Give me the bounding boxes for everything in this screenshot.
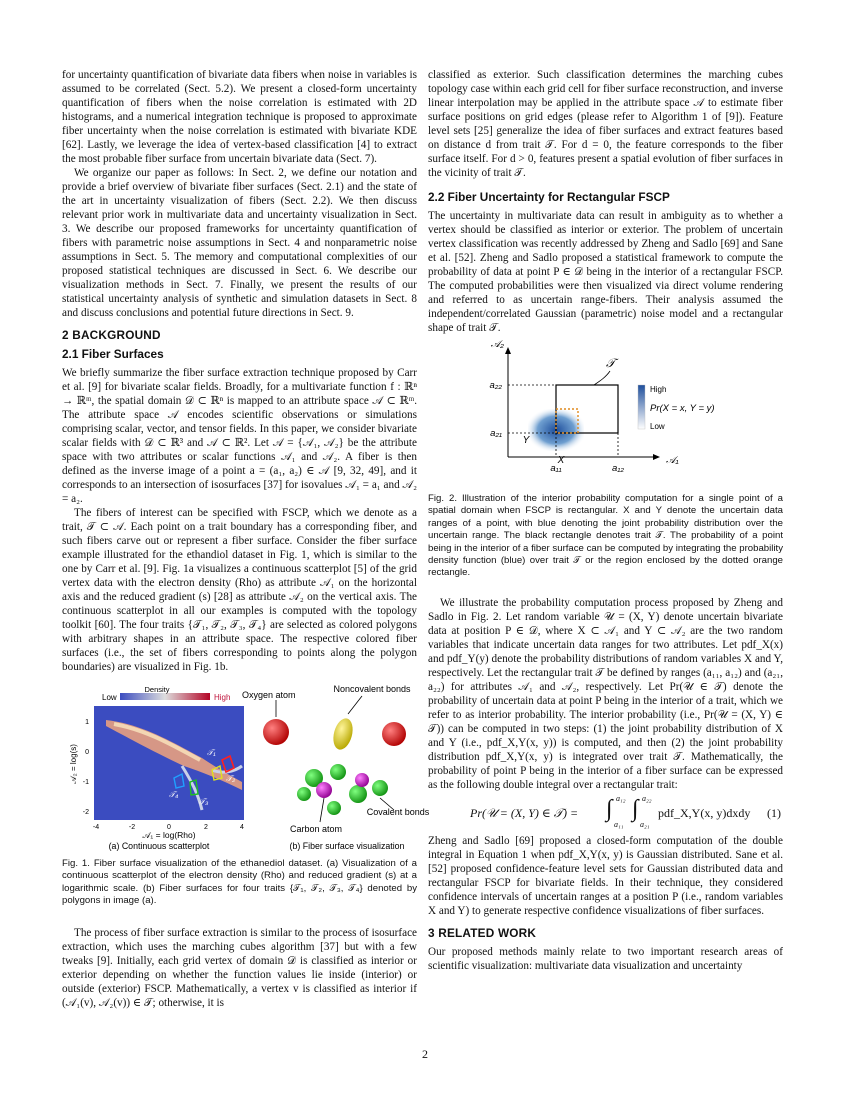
equation-1	[428, 792, 783, 834]
xtick-neg4: -4	[92, 824, 100, 831]
noncovalent-bonds-label: Noncovalent bonds	[333, 684, 411, 694]
figure-1	[62, 682, 430, 852]
fig2-xaxis-label: 𝒜₁	[666, 455, 679, 466]
paragraph-uncertainty: The uncertainty in multivariate data can result in ambiguity as to whether a vertex should be classified as interior or exterior. The problem of uncertain vertex classification was recently addressed by Zheng and Sadlo [69] and Sane et al. [52]. Zheng and Sadlo proposed a statistical framework to compute the probability of data at point P ∈ 𝒟 being in the interior of a rectangular FSCP. The computed probabilities were then visualized via direct volume rendering and referred to as uncertain range-fibers. Their analysis assumed the independent/correlated Gaussian (parametric) noise model and a rectangular shape of trait 𝒯.	[428, 210, 783, 334]
xtick-2: 2	[204, 824, 208, 831]
trait-pointer	[594, 371, 610, 385]
covalent-bond-blob-5	[297, 787, 311, 801]
prob-high-label: High	[650, 385, 667, 394]
paragraph-extraction-process: The process of fiber surface extraction is similar to the process of isosurface extraction, which uses the marching cubes algorithm [37] but with a few tweaks [9]. Initially, each grid vertex of domain 𝒟 is classified as interior or exterior depending on whether the function values lie inside (interior) or outside (exterior) FSCP. Mathematically, a vertex v is classified as interior if (𝒜₁(v), 𝒜₂(v)) ∈ 𝒯; otherwise, it is	[62, 926, 417, 1009]
xtick-4: 4	[240, 824, 244, 831]
paragraph-fscp-traits: The fibers of interest can be specified with FSCP, which we denote as a trait, 𝒯 ⊂ 𝒜. Each point on a trait boundary has a corresponding fiber, and such fibers carve out or represent a fiber surface. Consider the fiber surface example illustrated for the ethandiol dataset in Fig. 1, which is similar to the one by Carr et al. [9]. Fig. 1a visualizes a continuous scatterplot [5] of the grid vertex data with the electron density (Rho) as attribute 𝒜₁ on the horizontal axis and the reduced gradient (s) [28] as attribute 𝒜₂ on the vertical axis. The continuous scatterplot in all our examples is computed with the topology toolkit [60]. The four traits {𝒯₁, 𝒯₂, 𝒯₃, 𝒯₄} are selected as colored polygons with arbitrary shapes in an attribute space. The respective colored fiber surfaces (i.e., the set of fibers corresponding to points along the polygon boundaries) are visualized in Fig. 1b.	[62, 507, 417, 673]
oxygen-atom-left	[263, 719, 289, 745]
legend-low-label: Low	[102, 693, 117, 702]
subsection-heading-fiber-uncertainty: 2.2 Fiber Uncertainty for Rectangular FSCP	[428, 190, 670, 204]
yaxis-label: 𝒜₂ = log(s)	[69, 744, 78, 784]
subfigure-a-caption: (a) Continuous scatterplot	[108, 841, 210, 851]
ytick-0: 0	[85, 749, 89, 756]
prob-formula-label: Pr(X = x, Y = y)	[650, 403, 715, 414]
figure-1-caption: Fig. 1. Fiber surface visualization of the ethanediol dataset. (a) Visualization of a continuous scatterplot of the electron density (Rho) and reduced gradient (s) at a logarithmic scale. (b) Fiber surfaces for four traits {𝒯₁, 𝒯₂, 𝒯₃, 𝒯₄} denoted by polygons in image (a).	[62, 858, 417, 907]
paragraph-closed-form: Zheng and Sadlo [69] proposed a closed-form computation of the double integral in Equation 1 when pdf_X,Y(x, y) is Gaussian distributed. Sane et al. [52] proposed confidence-feature level sets for Gaussian distributed data and rectangular FSCP for bivariate fields. In their technique, they considered confidence intervals of uncertain ranges at a position P (i.e., random variables X and Y) to generate respective confidence visualizations of fiber surfaces.	[428, 834, 783, 917]
integral-1-upper: a₁₂	[616, 793, 626, 803]
oxygen-atom-label: Oxygen atom	[242, 690, 296, 700]
paragraph-fiber-surface-summary: We briefly summarize the fiber surface extraction technique proposed by Carr et al. [9] for bivariate scalar fields. Broadly, for a multivariate function f : ℝⁿ → ℝᵐ, the spatial domain 𝒟 ⊂ ℝⁿ is mapped to an attribute space 𝒜 ⊂ ℝᵐ. The attribute space 𝒜 encodes scientific observations or simulations comprising scalar, vector, and tensor fields. In this paper, we consider bivariate scalar fields with 𝒟 ⊂ ℝ³ and 𝒜 ⊂ ℝ². Let 𝒜 = {𝒜₁, 𝒜₂} be the attribute space with two attributes or scalar functions 𝒜₁ and 𝒜₂. A fiber is then defined as the inverse image of a point a = (a₁, a₂) ∈ 𝒜 [9, 32, 49], and it corresponds to an intersection of isosurfaces [37] for isovalues 𝒜₁ = a₁ and 𝒜₂ = a₂.	[62, 367, 417, 505]
ytick-neg1: -1	[82, 779, 89, 786]
xaxis-arrow	[653, 454, 660, 460]
figure-1-graphic	[62, 682, 430, 852]
integral-1-lower: a₁₁	[614, 819, 624, 829]
paragraph-related-work: Our proposed methods mainly relate to two important research areas of scientific visualization: multivariate data visualization and uncertainty	[428, 945, 783, 972]
carbon-atom-label: Carbon atom	[289, 824, 343, 834]
paragraph-organization: We organize our paper as follows: In Sect. 2, we define our notation and provide a brief overview of bivariate fiber surfaces (Sect. 2.1) and the state of the art in uncertainty visualization of fibers (Sect. 2.2). We then discuss relevant prior work in multivariate data and uncertainty visualization in Sect. 3. We describe our proposed frameworks for uncertainty quantification of fibers with parametric noise assumptions in Sect. 4 and nonparametric noise assumptions in Sect. 5. The memory and computational complexities of our proposed statistical techniques are discussed in Sect. 6. We describe our visualization methods in Sect. 7. Finally, we present the results of our statistical uncertainty analysis of synthetic and simulation datasets in Sect. 8 and discuss conclusions and potential future directions in Sect. 9.	[62, 167, 417, 319]
xtick-0: 0	[167, 824, 171, 831]
equation-lhs: Pr(𝒰 = (X, Y) ∈ 𝒯) =	[470, 805, 579, 820]
trait-label-2: 𝒯₂	[226, 774, 236, 783]
label-trait: 𝒯	[606, 356, 616, 370]
density-colorbar	[120, 693, 210, 700]
figure-2-graphic	[428, 339, 783, 489]
prob-low-label: Low	[650, 422, 665, 431]
label-Y: Y	[522, 435, 530, 446]
probability-colorbar	[638, 385, 645, 429]
carbon-pointer	[320, 798, 324, 822]
ytick-1: 1	[85, 719, 89, 726]
noncovalent-bond-surface	[330, 716, 356, 752]
paragraph-probability-process: We illustrate the probability computation process proposed by Zheng and Sadlo in Fig. 2. Let random variable 𝒰 = (X, Y) denote uncertain bivariate data at position P ∈ 𝒟, where X ⊂ 𝒜₁ and Y ⊂ 𝒜₂ are the two random variables that indicate uncertain data ranges for two attributes. Let pdf_X(x) and pdf_Y(y) denote the probability distributions of random variables X and Y, respectively. Let the rectangular trait 𝒯 be defined by ranges (a₁₁, a₁₂) and (a₂₁, a₂₂) for attributes 𝒜₁ and 𝒜₂, respectively. Let Pr(𝒰 ∈ 𝒯) denote the probability of uncertain data at point P being in the interior of a trait, which we refer to as interior probability. The interior probability (i.e., Pr(𝒰 = (X, Y) ∈ 𝒯)) can be computed in two steps: (1) the joint probability distribution of X and Y (i.e., pdf_X,Y(x, y)) is computed, and then (2) the joint probability distribution pdf_X,Y(x, y) is integrated over trait 𝒯. Mathematically, the probability of point P being in the interior of a fiber surface can be expressed as the following double integral over a rectangular trait:	[428, 596, 783, 791]
integral-2-upper: a₂₂	[642, 793, 652, 803]
equation-integrand: pdf_X,Y(x, y)dxdy	[658, 805, 751, 820]
xtick-neg2: -2	[128, 824, 136, 831]
paragraph-classification: classified as exterior. Such classification determines the marching cubes topology case within each grid cell for fiber surface reconstruction, and inverse linear interpolation may be applied in the attribute space 𝒜 to estimate fiber surface positions on grid edges (please refer to Algorithm 1 of [9]). Feature level sets [25] generalize the idea of fiber surfaces and extract features based on distance d from trait 𝒯. For d = 0, the feature corresponds to the fiber surface itself. For d > 0, features present a spatial evolution of fiber surfaces in the vicinity of trait 𝒯.	[428, 69, 783, 179]
label-a11: a₁₁	[550, 463, 562, 474]
covalent-bond-blob-6	[327, 801, 341, 815]
carbon-atom-2	[355, 773, 369, 787]
right-column	[428, 68, 783, 973]
integral-sign-2: ∫	[632, 795, 639, 822]
oxygen-atom-right	[382, 722, 406, 746]
figure-2-caption: Fig. 2. Illustration of the interior probability computation for a single point of a spatial domain when FSCP is rectangular. X and Y denote the uncertain data ranges of a point, with blue denoting the joint probability distribution over the uncertain range. The black rectangle denotes trait 𝒯. The probability of a point being in the interior of a fiber surface can be computed by integrating the probability density function (blue) over trait 𝒯 or the region enclosed by the dotted orange rectangle.	[428, 493, 783, 579]
covalent-bond-blob-2	[330, 764, 346, 780]
page-number: 2	[422, 1047, 428, 1061]
section-heading-related-work: 3 RELATED WORK	[428, 925, 537, 940]
equation-number: (1)	[767, 805, 781, 820]
section-heading-background: 2 BACKGROUND	[62, 328, 161, 342]
legend-high-label: High	[214, 693, 231, 702]
xaxis-label: 𝒜₁ = log(Rho)	[142, 830, 196, 840]
legend-density-label: Density	[144, 685, 170, 694]
label-X: X	[557, 455, 565, 466]
ytick-neg2: -2	[82, 809, 89, 816]
trait-label-1: 𝒯₁	[207, 748, 216, 757]
covalent-bond-blob-4	[372, 780, 388, 796]
label-a12: a₁₂	[612, 463, 624, 474]
trait-label-3: 𝒯₃	[199, 797, 209, 806]
trait-label-4: 𝒯₄	[169, 790, 179, 799]
subfigure-b-caption: (b) Fiber surface visualization	[289, 841, 405, 851]
paragraph-intro-continued: for uncertainty quantification of bivariate data fibers when noise in variables is assumed to be correlated (Sect. 5.2). We present a closed-form uncertainty quantification of fibers when the noise correlation is estimated with 2D histograms, and a numerical integration technique is proposed to approximate fiber uncertainty when the noise correlation is estimated with bivariate KDE [62]. Lastly, we leverage the idea of vertex-based classification [4] to extract the most probable fiber surface from uncertain bivariate data (Sect. 7).	[62, 69, 417, 165]
carbon-atom-1	[316, 782, 332, 798]
figure-2	[428, 339, 783, 489]
noncovalent-pointer	[348, 696, 362, 714]
label-a22: a₂₂	[489, 380, 502, 391]
integral-2-lower: a₂₁	[640, 819, 650, 829]
label-a21: a₂₁	[490, 428, 502, 439]
yaxis-arrow	[505, 347, 511, 354]
subsection-heading-fiber-surfaces: 2.1 Fiber Surfaces	[62, 347, 164, 361]
left-column	[62, 68, 430, 1010]
covalent-bonds-label: Covalent bonds	[366, 807, 430, 817]
fig2-yaxis-label: 𝒜₂	[490, 339, 504, 350]
covalent-bond-blob-3	[349, 785, 367, 803]
integral-sign-1: ∫	[606, 795, 613, 822]
